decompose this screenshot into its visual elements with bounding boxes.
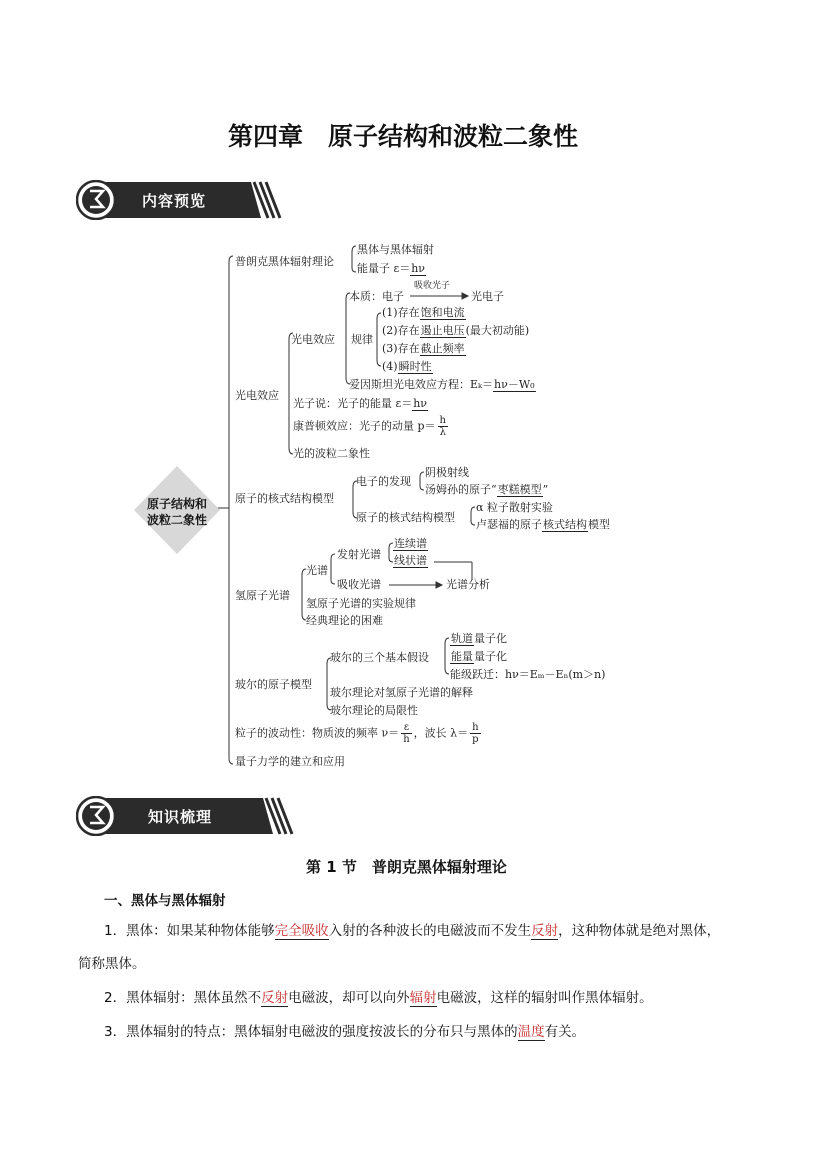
paragraph-2: 2．黑体辐射：黑体虽然不反射电磁波，却可以向外辐射电磁波，这样的辐射叫作黑体辐射。 — [104, 990, 653, 1006]
blank-4: 辐射 — [409, 990, 437, 1006]
section-title: 第 1 节 普朗克黑体辐射理论 — [306, 858, 507, 876]
node-einstein: 爱因斯坦光电效应方程：Eₖ＝hν－W₀ — [349, 378, 535, 391]
node-orbit-quantization: 轨道量子化 — [451, 632, 507, 645]
node-light-duality: 光的波粒二象性 — [293, 447, 370, 460]
paragraph-3: 3．黑体辐射的特点：黑体辐射电磁波的强度按波长的分布只与黑体的温度有关。 — [104, 1024, 586, 1040]
arrow-label-absorb: 吸收光子 — [414, 281, 451, 291]
node-bohr-limit: 玻尔理论的局限性 — [330, 704, 418, 717]
banner-content-preview-label: 内容预览 — [142, 192, 207, 210]
node-bohr-postulates: 玻尔的三个基本假设 — [330, 651, 429, 664]
node-law: 规律 — [351, 333, 373, 346]
branch-photoelectric: 光电效应 — [235, 389, 279, 402]
paragraph-1: 1．黑体：如果某种物体能够完全吸收入射的各种波长的电磁波而不发生反射，这种物体就是绝对黑体， — [104, 923, 721, 939]
banner-knowledge — [76, 796, 298, 836]
node-absorption: 吸收光谱 — [337, 578, 381, 591]
node-cathode-ray: 阴极射线 — [425, 466, 469, 479]
node-photon: 光子说：光子的能量 ε＝hν — [293, 397, 427, 410]
center-line-1: 原子结构和 — [146, 497, 207, 511]
node-essence: 本质：电子 — [349, 290, 404, 303]
node-continuous: 连续谱 — [394, 537, 427, 550]
node-compton: 康普顿效应：光子的动量 p＝ $\frac{h}{\lambda}$ — [293, 415, 446, 438]
node-photoelectron: 光电子 — [471, 290, 504, 303]
blank-2: 反射 — [531, 923, 559, 939]
node-rutherford: 卢瑟福的原子核式结构模型 — [476, 518, 610, 531]
node-electron-discovery: 电子的发现 — [356, 475, 411, 488]
node-law-2: (2)存在遏止电压(最大初动能) — [382, 324, 530, 337]
branch-planck: 普朗克黑体辐射理论 — [235, 255, 334, 268]
banner-knowledge-label: 知识梳理 — [148, 808, 213, 826]
node-level-transition: 能级跃迁：hν＝Eₘ－Eₙ(m＞n) — [450, 668, 606, 681]
node-nuclear-structure: 原子的核式结构模型 — [356, 511, 455, 524]
node-spectrum: 光谱 — [306, 564, 328, 577]
node-emission: 发射光谱 — [337, 548, 381, 561]
node-law-3: (3)存在截止频率 — [382, 342, 465, 355]
node-law-1: (1)存在饱和电流 — [382, 306, 465, 319]
branch-quantum-mechanics: 量子力学的建立和应用 — [235, 755, 345, 768]
chapter-title: 第四章 原子结构和波粒二象性 — [228, 122, 579, 151]
node-line-spectrum: 线状谱 — [394, 554, 427, 567]
node-hydrogen-law: 氢原子光谱的实验规律 — [306, 597, 416, 610]
node-photoelectric-effect: 光电效应 — [291, 333, 335, 346]
branch-bohr-model: 玻尔的原子模型 — [235, 678, 312, 691]
blank-3: 反射 — [261, 990, 289, 1006]
mindmap-center-node — [140, 496, 214, 528]
branch-hydrogen-spectrum: 氢原子光谱 — [235, 589, 290, 602]
branch-nuclear-model: 原子的核式结构模型 — [235, 492, 334, 505]
center-line-2: 波粒二象性 — [146, 513, 207, 527]
paragraph-1-cont: 简称黑体。 — [78, 956, 146, 972]
branch-matter-wave: 粒子的波动性：物质波的频率 ν＝ $\frac{\varepsilon}{h}$ ，波长 λ＝ $\frac{h}{p}$ — [235, 722, 479, 745]
node-energy-quantization: 能量量子化 — [451, 650, 507, 663]
node-quantum: 能量子 ε＝hν — [357, 262, 425, 275]
blank-5: 温度 — [517, 1024, 545, 1040]
node-blackbody: 黑体与黑体辐射 — [357, 243, 434, 256]
node-classical-difficulty: 经典理论的困难 — [306, 614, 383, 627]
subheading: 一、黑体与黑体辐射 — [104, 893, 226, 909]
blank-1: 完全吸收 — [274, 923, 329, 939]
node-thomson: 汤姆孙的原子“枣糕模型” — [425, 483, 549, 496]
node-law-4: (4)瞬时性 — [382, 360, 432, 373]
node-alpha-scattering: α 粒子散射实验 — [476, 501, 553, 514]
node-spectral-analysis: 光谱分析 — [446, 578, 490, 591]
node-bohr-explain: 玻尔理论对氢原子光谱的解释 — [330, 686, 473, 699]
